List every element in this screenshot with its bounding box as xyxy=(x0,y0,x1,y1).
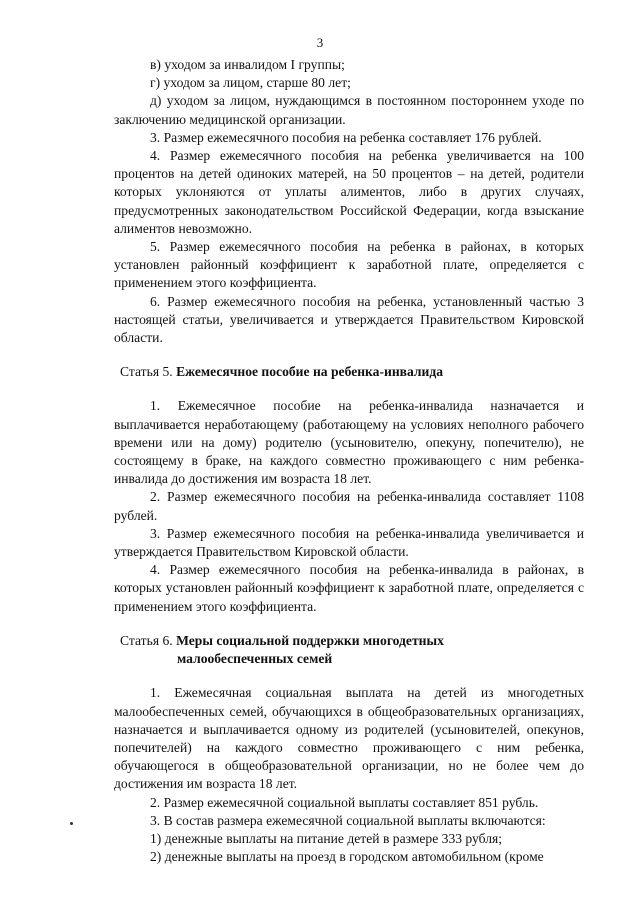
article-6-title-line-1: Меры социальной поддержки многодетных xyxy=(176,632,444,648)
list-item-v: в) уходом за инвалидом I группы; xyxy=(150,57,345,72)
scan-speck xyxy=(70,822,73,825)
article-6-paragraph-2: 2. Размер ежемесячной социальной выплаты составляет 851 рубль. xyxy=(150,794,539,810)
document-body xyxy=(114,56,584,866)
paragraph-5: 5. Размер ежемесячного пособия на ребенка в районах, в которых установлен районный коэффициент к заработной плате, определяется с применением этого коэффициента. xyxy=(114,239,584,291)
article-5-paragraph-1: 1. Ежемесячное пособие на ребенка-инвалида назначается и выплачивается неработающему (работающему на условиях неполного рабочего времени или на дому) родителю (усыновителю, опекуну, попечителю), не состоящему в браке, на каждого совместно проживающего с ним ребенка-инвалида до достижения им возраста 18 лет. xyxy=(114,398,584,487)
article-5-label: Статья 5. xyxy=(120,364,173,380)
list-item-g: г) уходом за лицом, старше 80 лет; xyxy=(150,75,351,91)
article-5-heading xyxy=(114,363,584,381)
article-6-heading xyxy=(114,632,584,668)
article-6-item-1: 1) денежные выплаты на питание детей в размере 333 рубля; xyxy=(150,830,503,846)
article-6-item-2: 2) денежные выплаты на проезд в городском автомобильном (кроме xyxy=(150,849,544,865)
article-6-title-line-2: малообеспеченных семей xyxy=(177,651,333,667)
article-6-paragraph-1: 1. Ежемесячная социальная выплата на детей из многодетных малообеспеченных семей, обучающихся в общеобразовательных организациях, назначается и выплачивается одному из родителей (усыновителей, опекунов, попечителей) на каждого совместно проживающего с ним ребенка, обучающегося в общеобразовательной организации, но не более чем до достижения им возраста 18 лет. xyxy=(114,685,584,792)
paragraph-4: 4. Размер ежемесячного пособия на ребенка увеличивается на 100 процентов на детей одиноких матерей, на 50 процентов – на детей, родители которых уклоняются от уплаты алиментов, либо в других случаях, предусмотренных законодательством Российской Федерации, когда взыскание алиментов невозможно. xyxy=(114,148,584,236)
page-number: 3 xyxy=(316,35,324,50)
article-6-paragraph-3: 3. В состав размера ежемесячной социальной выплаты включаются: xyxy=(150,812,546,828)
article-5-paragraph-3: 3. Размер ежемесячного пособия на ребенка-инвалида увеличивается и утверждается Правительством Кировской области. xyxy=(114,525,584,560)
paragraph-3: 3. Размер ежемесячного пособия на ребенка составляет 176 рублей. xyxy=(150,129,542,145)
article-5-title: Ежемесячное пособие на ребенка-инвалида xyxy=(176,364,444,380)
list-item-d: д) уходом за лицом, нуждающимся в постоянном постороннем уходе по заключению медицинской организации. xyxy=(114,93,584,127)
article-6-label: Статья 6. xyxy=(120,632,173,648)
paragraph-6: 6. Размер ежемесячного пособия на ребенка, установленный частью 3 настоящей статьи, увеличивается и утверждается Правительством Кировской области. xyxy=(114,293,584,346)
article-5-paragraph-2: 2. Размер ежемесячного пособия на ребенка-инвалида составляет 1108 рублей. xyxy=(114,489,584,523)
article-5-paragraph-4: 4. Размер ежемесячного пособия на ребенка-инвалида в районах, в которых установлен районный коэффициент к заработной плате, определяется с применением этого коэффициента. xyxy=(114,562,584,614)
